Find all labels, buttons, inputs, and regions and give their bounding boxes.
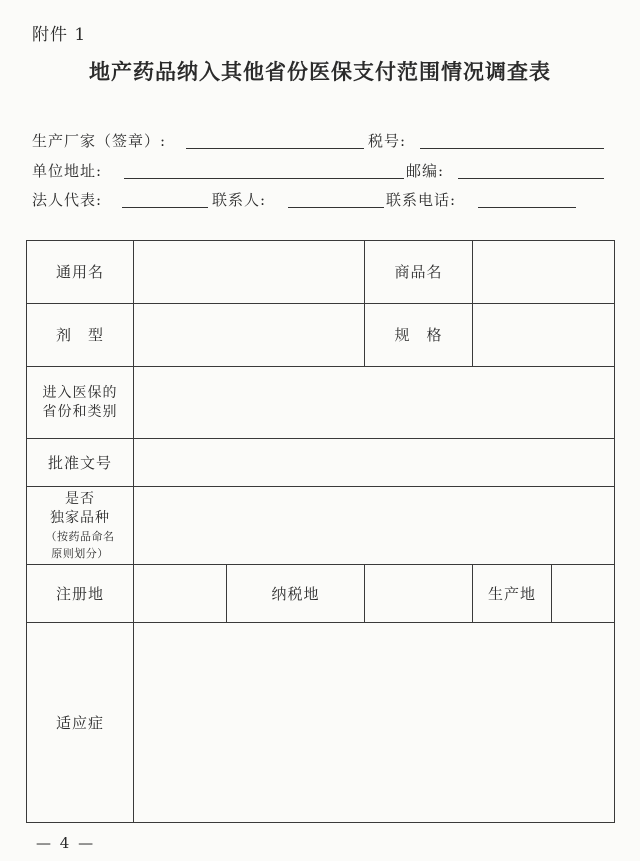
page-number: — 4 — <box>36 834 96 852</box>
insurance-provinces-label <box>27 367 134 439</box>
contact-label: 联系人: <box>212 191 267 209</box>
production-place-cell[interactable] <box>552 565 614 622</box>
indications-cell[interactable] <box>134 623 615 823</box>
exclusive-variety-label <box>27 487 134 565</box>
phone-field[interactable] <box>478 207 576 208</box>
table-row <box>27 367 615 439</box>
indications-label: 适应症 <box>27 623 134 823</box>
tax-place-label: 纳税地 <box>227 565 365 623</box>
phone-label: 联系电话: <box>386 191 457 209</box>
dosage-form-label: 剂 型 <box>27 304 134 367</box>
specification-label: 规 格 <box>365 304 473 367</box>
table-row <box>27 241 615 304</box>
address-label: 单位地址: <box>32 162 103 180</box>
attachment-label: 附件 1 <box>32 25 87 45</box>
tax-no-field[interactable] <box>420 148 604 149</box>
trade-name-label: 商品名 <box>365 241 473 304</box>
manufacturer-label: 生产厂家（签章）: <box>32 132 167 150</box>
legal-rep-label: 法人代表: <box>32 191 103 209</box>
table-row <box>27 487 615 565</box>
table-row <box>27 565 615 623</box>
registration-place-label: 注册地 <box>27 565 134 623</box>
exclusive-line2: 独家品种 <box>50 509 110 526</box>
exclusive-line1: 是否 <box>65 490 95 507</box>
exclusive-line3: （按药品命名 <box>45 529 115 543</box>
approval-no-label: 批准文号 <box>27 439 134 487</box>
approval-no-cell[interactable] <box>134 439 615 487</box>
table-row <box>27 304 615 367</box>
generic-name-label: 通用名 <box>27 241 134 304</box>
registration-place-cell[interactable] <box>134 565 227 623</box>
document-title: 地产药品纳入其他省份医保支付范围情况调查表 <box>89 59 551 84</box>
legal-rep-field[interactable] <box>122 207 208 208</box>
contact-field[interactable] <box>288 207 384 208</box>
postcode-field[interactable] <box>458 178 604 179</box>
production-place-label: 生产地 <box>473 565 552 622</box>
postcode-label: 邮编: <box>406 162 445 180</box>
tax-no-label: 税号: <box>368 132 407 150</box>
insurance-provinces-line2: 省份和类别 <box>42 403 118 420</box>
production-place-pair <box>473 565 615 623</box>
address-field[interactable] <box>124 178 404 179</box>
generic-name-cell[interactable] <box>134 241 365 304</box>
tax-place-cell[interactable] <box>365 565 473 623</box>
trade-name-cell[interactable] <box>473 241 615 304</box>
exclusive-line4: 原则划分） <box>51 546 109 560</box>
manufacturer-field[interactable] <box>186 148 364 149</box>
insurance-provinces-line1: 进入医保的 <box>42 384 118 401</box>
exclusive-variety-cell[interactable] <box>134 487 615 565</box>
insurance-provinces-cell[interactable] <box>134 367 615 439</box>
survey-table <box>26 240 615 823</box>
dosage-form-cell[interactable] <box>134 304 365 367</box>
specification-cell[interactable] <box>473 304 615 367</box>
table-row <box>27 623 615 823</box>
table-row <box>27 439 615 487</box>
